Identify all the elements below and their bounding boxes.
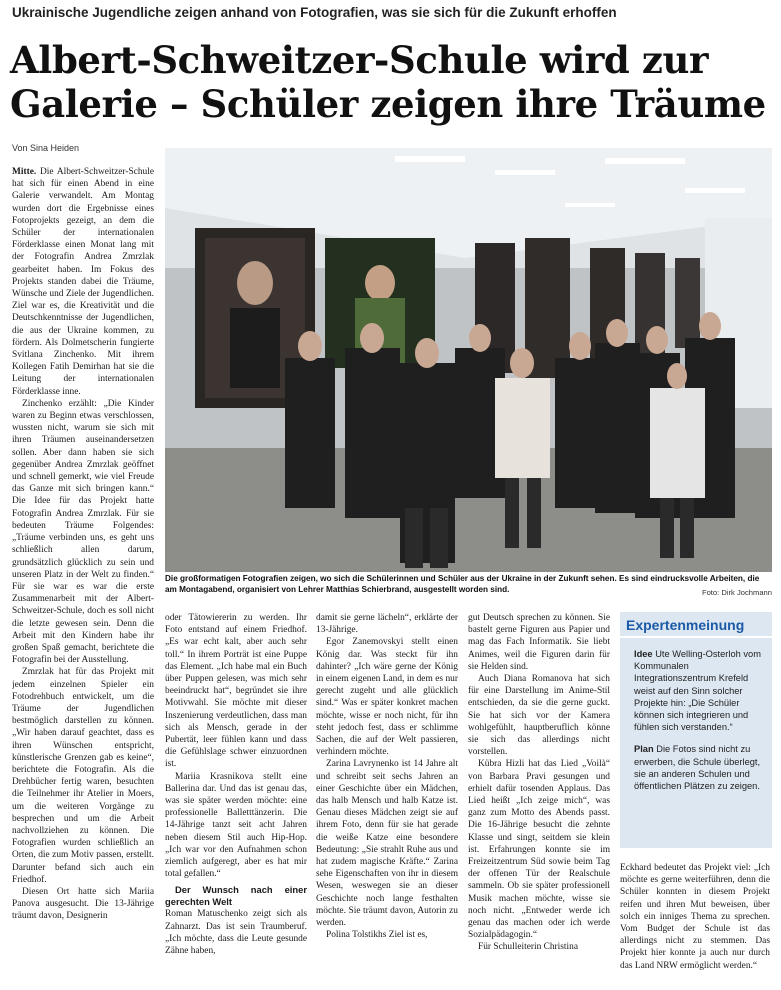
- paragraph: gut Deutsch sprechen zu können. Sie bastelt gerne Figuren aus Papier und mag das Fach Informatik. Sie liebt Animes, weil die Figuren darin für sie Helden sind.: [468, 613, 610, 672]
- article-kicker: Ukrainische Jugendliche zeigen anhand von Fotografien, was sie sich für die Zukunft erhoffen: [12, 5, 617, 20]
- headline-line-2: Galerie – Schüler zeigen ihre Träume: [10, 82, 766, 126]
- paragraph: [12, 166, 154, 398]
- expert-plan-text: Die Fotos sind nicht zu erwerben, die Schule überlegt, sie an anderen Schulen und öffentlichen Plätzen zu zeigen.: [634, 744, 761, 792]
- paragraph: Kübra Hizli hat das Lied „Voilà“ von Barbara Pravi gesungen und erhielt dafür tosenden Applaus. Das Lied heißt „Ich zeige mich“, was ganz zum Motto des Abends passt. Die 16-Jährige besucht die zehnte Klasse und singt, seitdem sie klein ist. Erfahrungen konnte sie im Freizeitzentrum Süd sowie beim Tag der offenen Tür der Realschule sammeln. Ob sie später professionell Musik machen möchte, wisse sie noch nicht. „Entweder werde ich genau das machen oder ich werde Sozialpädagogin.“: [468, 759, 610, 941]
- paragraph: Roman Matuschenko zeigt sich als Zahnarzt. Das ist sein Traumberuf. „Ich möchte, dass die Leute gesunde Zähne haben,: [165, 909, 307, 957]
- paragraph: Egor Zanemovskyi stellt einen König dar. Was steckt für ihn dahinter? „Ich wäre gerne der König in einem eigenen Land, in dem es nur gerecht zugeht und alle glücklich sind.“ Was er später konkret machen möchte, wisse er noch nicht, für ihn steht jedoch fest, dass er schlimme Sachen, die auf der Welt passieren, verhindern möchte.: [316, 637, 458, 758]
- article-column-3: [316, 612, 458, 988]
- expert-idee: [634, 648, 764, 733]
- paragraph: Polina Tolstikhs Ziel ist es,: [326, 930, 428, 941]
- expert-opinion-body: [620, 638, 772, 792]
- photo-caption: Die großformatigen Fotografien zeigen, wo sich die Schülerinnen und Schüler aus der Ukraine in der Zukunft sehen. Es sind eindrucksvolle Arbeiten, die am Montagabend, organisiert von Lehrer Matthias Schierbrand, ausgestellt worden sind.: [165, 574, 760, 594]
- paragraph: Zarina Lavrynenko ist 14 Jahre alt und schreibt seit sechs Jahren an einer Geschichte über ein Mädchen, das halb Mensch und halb Katze ist. Genau dieses Mädchen zeigt sie auf ihrem Foto, denn für sie hat gerade die weiße Katze eine besondere Bedeutung: „Sie strahlt Ruhe aus und hat zudem magische Kräfte.“ Zarina sehe Eigenschaften von ihr in diesem Wesen, weswegen sie an dieser Geschichte noch lange festhalten möchte. Sie träumt davon, Autorin zu werden.: [316, 759, 458, 929]
- paragraph: Eckhard bedeutet das Projekt viel: „Ich möchte es gerne weiterführen, denn die Schüler konnten in diesem Projekt reifen und ihren Mut beweisen, über solch ein inniges Thema zu sprechen. Vom Budget der Schule ist das allerdings nicht zu stemmen. Das Projekt hier konnte ja auch nur durch das Land NRW ermöglicht werden.“: [620, 863, 770, 971]
- article-column-1: [12, 166, 154, 988]
- expert-opinion-box: [620, 612, 772, 848]
- paragraph-text: Die Albert-Schweitzer-Schule hat sich für einen Abend in eine Galerie verwandelt. Am Montag wurden dort die Ergebnisse eines Fotoprojekts gezeigt, an dem die Schüler der internationalen Förderklasse einen Monat lang mit der Fotografin Andrea Zmrzlak gearbeitet haben. Im Fokus des Projekts standen dabei die Träume, Wünsche und Ziele der Jugendlichen. Ziel war es, die Kreativität und die Deutschkenntnisse der Jugendlichen, die aus der Ukraine kommen, zu fördern. Als Dolmetscherin fungierte Svitlana Zinchenko. Mit ihrem Kollegen Fatih Demirhan hat sie die Leitung der internationalen Förderklasse inne.: [12, 167, 154, 397]
- paragraph: damit sie gerne lächeln“, erklärte der 13-Jährige.: [316, 613, 458, 636]
- headline-line-1: Albert-Schweitzer-Schule wird zur: [10, 38, 709, 82]
- expert-plan: [634, 743, 764, 792]
- article-byline: Von Sina Heiden: [12, 143, 80, 153]
- article-column-4: [468, 612, 610, 988]
- article-column-5: [620, 862, 770, 988]
- subheading: Der Wunsch nach einer gerechten Welt: [165, 884, 307, 908]
- paragraph: Zmrzlak hat für das Projekt mit jedem einzelnen Spieler ein Fotodrehbuch entwickelt, um die Träume der Jugendlichen bestmöglich darstellen zu können. „Wir haben darauf geachtet, dass es ihren Wünschen entspricht, künstlerische Grenzen gab es keine“, berichtete die Fotografin. Als die Drehbücher fertig waren, besuchten die Teilnehmer ihr Atelier in Moers, um die weiteren Vorgänge zu besprechen und um die Arbeit nachvollziehen zu können. Die Fotografien wurden schließlich an Orten, die zum Motiv passen, erstellt. Darunter befand sich auch ein Friedhof.: [12, 667, 154, 885]
- article-headline: [10, 38, 775, 126]
- paragraph: Diesen Ort hatte sich Mariia Panova ausgesucht. Die 13-Jährige träumt davon, Designerin: [12, 886, 154, 922]
- expert-idee-label: Idee: [634, 649, 653, 659]
- expert-idee-text: Ute Welling-Osterloh vom Kommunalen Integrationszentrum Krefeld weist auf den Sinn solcher Projekte hin: „Die Schüler können sich integrieren und fühlen sich verstanden.“: [634, 649, 761, 733]
- paragraph: oder Tätowiererin zu werden. Ihr Foto entstand auf einem Friedhof. „Es war echt kalt, aber auch sehr toll.“ In ihrem Porträt ist eine Puppe das Element. „Ich habe mal ein Buch über Puppen gelesen, was mich sehr beeindruckt hat“, begründet sie ihre Motivwahl. Sie möchte mit dieser Inszenierung verdeutlichen, dass man sich als Mensch, gerade in der Pubertät, leer fühlen kann und dass die Gefühlslage schwer einzuordnen ist.: [165, 613, 307, 770]
- paragraph: Auch Diana Romanova hat sich für eine Darstellung im Anime-Stil entschieden, da sie die gerne guckt. Sie hat sich vor der Kamera wohlgefühlt, hauptberuflich könne sie sich das allerdings nicht vorstellen.: [468, 674, 610, 758]
- paragraph: Mariia Krasnikova stellt eine Ballerina dar. Und das ist genau das, was sie später werden möchte: eine professionelle Balletttänzerin. Die 14-Jährige tanzt seit acht Jahren neben diesem Stil auch Hip-Hop. „Ich war vor den Aufnahmen schon ziemlich aufgeregt, aber es hat mir total gefallen.“: [165, 771, 307, 880]
- photo-credit: Foto: Dirk Jochmann: [701, 588, 772, 597]
- paragraph: Für Schulleiterin Christina: [478, 942, 578, 953]
- expert-opinion-title: Expertenmeinung: [620, 612, 772, 638]
- dateline: Mitte.: [12, 167, 37, 177]
- expert-plan-label: Plan: [634, 744, 654, 755]
- article-column-2: [165, 612, 307, 988]
- paragraph: Zinchenko erzählt: „Die Kinder waren zu Beginn etwas verschlossen, wussten nicht, warum sie sich mit ihren Träumen auseinandersetzen sollen. Aber dann haben sie sich gegenüber Andrea Zmrzlak geöffnet und schnell gemerkt, wie viel Freude das Ganze mit sich bringen kann.“ Die Idee für das Projekt hatte Fotografin Andrea Zmrzlak. Für sie bedeuten Träume Folgendes: „Träume verbinden uns, es geht uns schließlich allen darum, grundsätzlich glücklich zu sein und unseren Platz in der Welt zu finden.“ Für sie war es war die erste Zusammenarbeit mit der Albert-Schweitzer-Schule, doch es soll nicht die letzte gewesen sein. Denn die Arbeit mit den Kindern habe ihr großen Spaß gemacht, berichtete die Fotografin bei der Ausstellung.: [12, 398, 154, 666]
- exhibition-photo: [165, 148, 772, 572]
